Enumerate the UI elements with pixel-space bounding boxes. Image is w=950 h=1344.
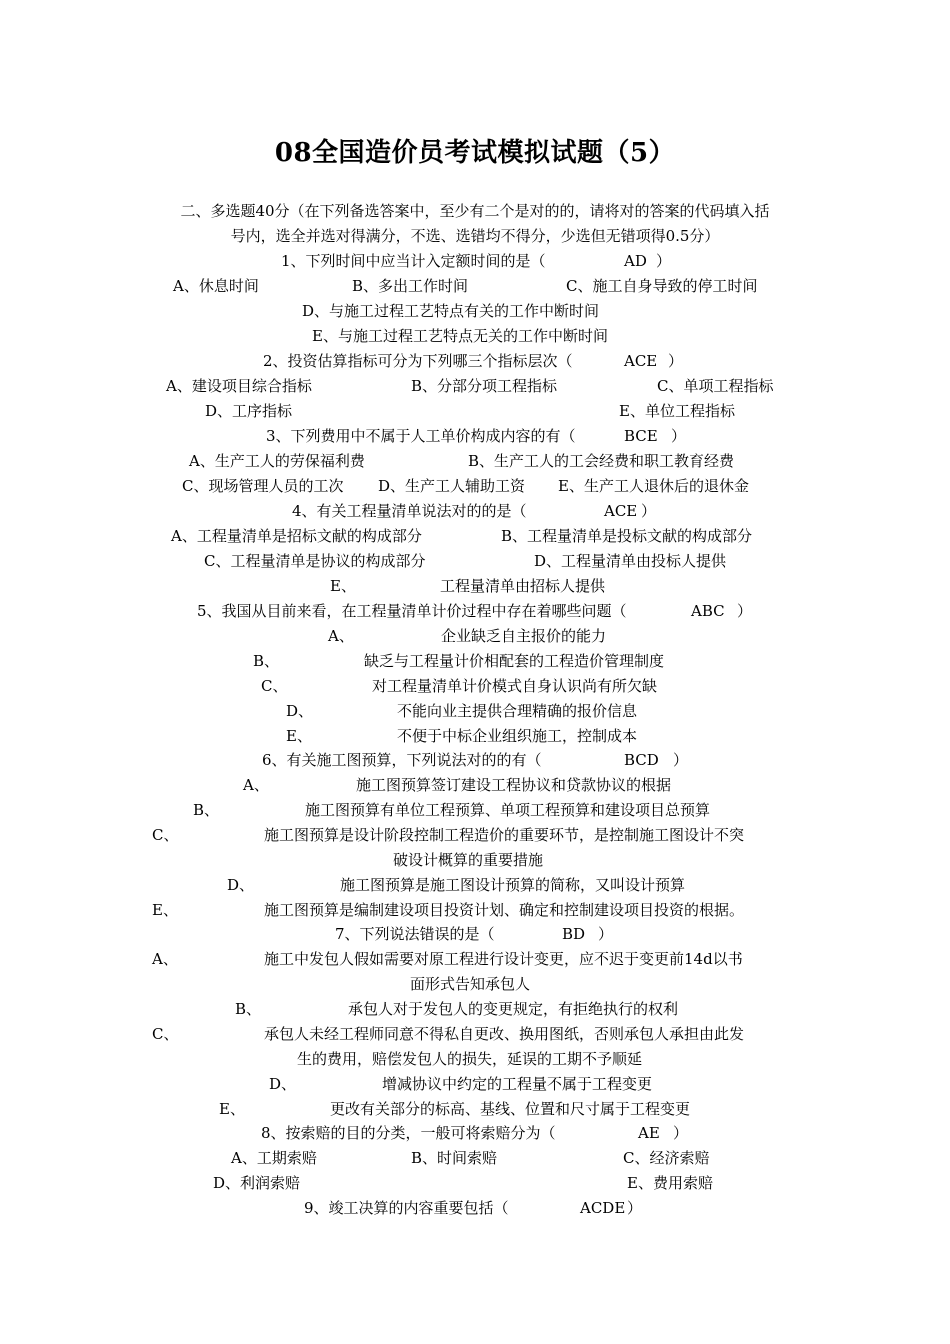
- question-8: [0, 1121, 950, 1145]
- option-c: C、经济索赔: [623, 1149, 710, 1167]
- question-3-options-row-2: [0, 474, 950, 498]
- question-7-option-c: [0, 1022, 950, 1046]
- question-answer: BD: [562, 925, 586, 943]
- question-7-option-b: [0, 997, 950, 1021]
- option-b: B、时间索赔: [411, 1149, 498, 1167]
- question-4-option-e: [0, 574, 950, 598]
- question-7-option-c-cont: [0, 1047, 950, 1071]
- question-stem: 6、有关施工图预算，下列说法对的的有（: [262, 751, 542, 769]
- option-b: B、生产工人的工会经费和职工教育经费: [468, 452, 735, 470]
- question-6-option-d: [0, 873, 950, 897]
- option-e: E、费用索赔: [627, 1174, 713, 1192]
- text-segment: 承包人未经工程师同意不得私自更改、换用图纸，否则承包人承担由此发: [264, 1025, 745, 1043]
- text-segment: 施工图预算是设计阶段控制工程造价的重要环节，是控制施工图设计不突: [264, 826, 745, 844]
- question-5-option-e: [0, 724, 950, 748]
- option-d: D、生产工人辅助工资: [378, 477, 526, 495]
- question-1-option-e: [0, 324, 950, 348]
- question-stem: 8、按索赔的目的分类，一般可将索赔分为（: [261, 1124, 556, 1142]
- question-2-options-row-1: [0, 374, 950, 398]
- option-d: D、利润索赔: [213, 1174, 301, 1192]
- text-segment: ）: [673, 1124, 689, 1142]
- option-c: C、工程量清单是协议的构成部分: [204, 552, 426, 570]
- text-segment: 不便于中标企业组织施工，控制成本: [397, 727, 638, 745]
- question-3: [0, 424, 950, 448]
- question-stem: 3、下列费用中不属于人工单价构成内容的有（: [266, 427, 576, 445]
- question-6-option-e: [0, 898, 950, 922]
- text-segment: 生的费用，赔偿发包人的损失，延误的工期不予顺延: [297, 1050, 643, 1068]
- section-intro-line-2: [0, 224, 950, 248]
- text-segment: D、: [227, 876, 255, 894]
- text-segment: 面形式告知承包人: [410, 975, 531, 993]
- question-4-options-row-1: [0, 524, 950, 548]
- text-segment: ）: [598, 925, 614, 943]
- text-segment: 不能向业主提供合理精确的报价信息: [397, 702, 638, 720]
- question-6-option-c: [0, 823, 950, 847]
- option-d: D、工程量清单由投标人提供: [534, 552, 727, 570]
- question-stem: 4、有关工程量清单说法对的的是（: [292, 502, 527, 520]
- question-5-option-a: [0, 624, 950, 648]
- text-segment: C、: [261, 677, 288, 695]
- text-segment: 缺乏与工程量计价相配套的工程造价管理制度: [364, 652, 665, 670]
- text-segment: 破设计概算的重要措施: [393, 851, 544, 869]
- option-c: C、施工自身导致的停工时间: [566, 277, 758, 295]
- question-answer: AD: [624, 252, 647, 270]
- question-6-option-b: [0, 798, 950, 822]
- question-7-option-a-cont: [0, 972, 950, 996]
- question-5-option-d: [0, 699, 950, 723]
- text-segment: ）: [656, 252, 672, 270]
- question-1: [0, 249, 950, 273]
- question-5: [0, 599, 950, 623]
- text-segment: C、: [152, 826, 179, 844]
- text-segment: 施工中发包人假如需要对原工程进行设计变更，应不迟于变更前14d以书: [264, 950, 743, 968]
- question-stem: 5、我国从目前来看，在工程量清单计价过程中存在着哪些问题（: [197, 602, 627, 620]
- question-1-option-d: [0, 299, 950, 323]
- text-segment: D、: [286, 702, 314, 720]
- text-segment: A、: [328, 627, 354, 645]
- question-9: [0, 1196, 950, 1220]
- question-6-option-c-cont: [0, 848, 950, 872]
- text-segment: 更改有关部分的标高、基线、位置和尺寸属于工程变更: [330, 1100, 691, 1118]
- question-7-option-a: [0, 947, 950, 971]
- option-a: A、生产工人的劳保福利费: [189, 452, 365, 470]
- text-segment: E、: [286, 727, 312, 745]
- question-answer: BCD: [624, 751, 659, 769]
- text-segment: 施工图预算是施工图设计预算的简称，又叫设计预算: [340, 876, 686, 894]
- option-d: D、工序指标: [205, 402, 293, 420]
- option-a: A、工期索赔: [231, 1149, 317, 1167]
- question-2-options-row-2: [0, 399, 950, 423]
- text-segment: 对工程量清单计价模式自身认识尚有所欠缺: [372, 677, 658, 695]
- question-8-options-row-2: [0, 1171, 950, 1195]
- text-segment: 号内，选全并选对得满分，不选、选错均不得分，少选但无错项得0.5分）: [230, 227, 720, 245]
- option-a: A、工程量清单是招标文献的构成部分: [171, 527, 422, 545]
- option-a: A、建设项目综合指标: [166, 377, 312, 395]
- option-c: C、现场管理人员的工次: [182, 477, 344, 495]
- question-1-options-row-1: [0, 274, 950, 298]
- text-segment: E、: [219, 1100, 245, 1118]
- question-answer: BCE: [624, 427, 658, 445]
- text-segment: 二、多选题40分（在下列备选答案中，至少有二个是对的的，请将对的答案的代码填入括: [180, 202, 770, 220]
- text-segment: 施工图预算是编制建设项目投资计划、确定和控制建设项目投资的根据。: [264, 901, 745, 919]
- text-segment: D、与施工过程工艺特点有关的工作中断时间: [302, 302, 600, 320]
- question-3-options-row-1: [0, 449, 950, 473]
- text-segment: E、与施工过程工艺特点无关的工作中断时间: [312, 327, 608, 345]
- text-segment: B、: [193, 801, 220, 819]
- text-segment: 承包人对于发包人的变更规定，有拒绝执行的权利: [348, 1000, 679, 1018]
- text-segment: 工程量清单由招标人提供: [440, 577, 606, 595]
- text-segment: A、: [152, 950, 178, 968]
- text-segment: B、: [253, 652, 280, 670]
- question-stem: 9、竣工决算的内容重要包括（: [304, 1199, 509, 1217]
- option-b: B、多出工作时间: [352, 277, 469, 295]
- text-segment: B、: [235, 1000, 262, 1018]
- page-title: 08全国造价员考试模拟试题（5）: [274, 138, 676, 168]
- question-4: [0, 499, 950, 523]
- text-segment: D、: [269, 1075, 297, 1093]
- question-stem: 1、下列时间中应当计入定额时间的是（: [281, 252, 546, 270]
- question-2: [0, 349, 950, 373]
- text-segment: A、: [243, 776, 269, 794]
- question-answer: ABC: [691, 602, 725, 620]
- text-segment: ）: [668, 352, 684, 370]
- text-segment: 施工图预算有单位工程预算、单项工程预算和建设项目总预算: [305, 801, 711, 819]
- text-segment: ）: [673, 751, 689, 769]
- option-a: A、休息时间: [173, 277, 259, 295]
- option-b: B、分部分项工程指标: [411, 377, 558, 395]
- option-e: E、单位工程指标: [619, 402, 735, 420]
- question-stem: 7、下列说法错误的是（: [335, 925, 495, 943]
- question-6: [0, 748, 950, 772]
- question-answer: ACE: [624, 352, 658, 370]
- question-8-options-row-1: [0, 1146, 950, 1170]
- text-segment: 施工图预算签订建设工程协议和贷款协议的根据: [356, 776, 672, 794]
- option-b: B、工程量清单是投标文献的构成部分: [501, 527, 753, 545]
- text-segment: E、: [330, 577, 356, 595]
- question-stem: 2、投资估算指标可分为下列哪三个指标层次（: [263, 352, 573, 370]
- question-6-option-a: [0, 773, 950, 797]
- question-7-option-d: [0, 1072, 950, 1096]
- option-c: C、单项工程指标: [657, 377, 774, 395]
- text-segment: 企业缺乏自主报价的能力: [441, 627, 607, 645]
- text-segment: C、: [152, 1025, 179, 1043]
- question-5-option-b: [0, 649, 950, 673]
- text-segment: ）: [671, 427, 687, 445]
- option-e: E、生产工人退休后的退休金: [558, 477, 749, 495]
- text-segment: ）: [737, 602, 753, 620]
- question-7: [0, 922, 950, 946]
- question-answer: ACE: [604, 502, 638, 520]
- text-segment: E、: [152, 901, 178, 919]
- question-answer: AE: [638, 1124, 660, 1142]
- text-segment: 增减协议中约定的工程量不属于工程变更: [382, 1075, 653, 1093]
- text-segment: ）: [641, 502, 657, 520]
- question-5-option-c: [0, 674, 950, 698]
- question-4-options-row-2: [0, 549, 950, 573]
- question-answer: ACDE: [580, 1199, 626, 1217]
- question-7-option-e: [0, 1097, 950, 1121]
- text-segment: ）: [627, 1199, 643, 1217]
- section-intro-line-1: [0, 199, 950, 223]
